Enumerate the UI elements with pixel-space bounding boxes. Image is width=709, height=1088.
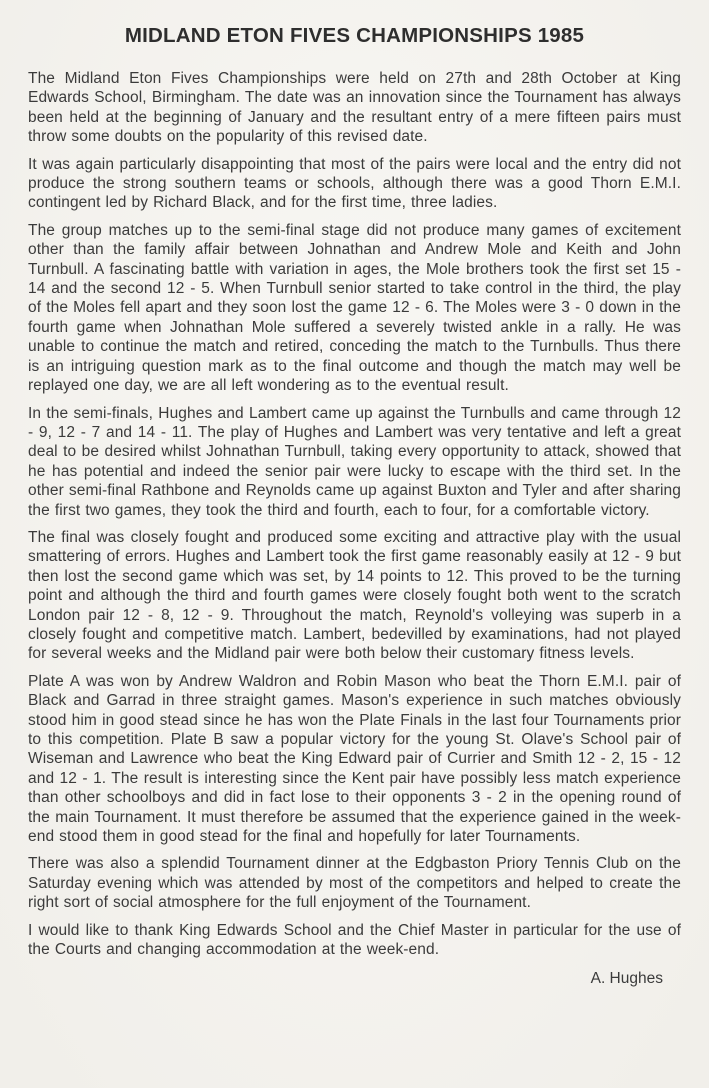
paragraph-final: The final was closely fought and produced some exciting and attractive play with the usual smattering of errors. Hughes and Lambert took the first game reasonably easily at 12 - 9 but then lost the second game which was set, by 14 points to 12. This proved to be the turning point and although the third and fourth games were closely fought both went to the scratch London pair 12 - 8, 12 - 9. Throughout the match, Reynold's volleying was superb in a closely fought and competitive match. Lambert, bedevilled by examinations, had not played for several weeks and the Midland pair were both below their customary fitness levels. (28, 528, 681, 663)
page-title: MIDLAND ETON FIVES CHAMPIONSHIPS 1985 (124, 24, 585, 47)
paragraph-semi-finals: In the semi-finals, Hughes and Lambert came up against the Turnbulls and came through 12 - 9, 12 - 7 and 14 - 11. The play of Hughes and Lambert was very tentative and left a great deal to be desired whilst Johnathan Turnbull, taking every opportunity to attack, showed that he has potential and indeed the senior pair were lucky to escape with the third set. In the other semi-final Rathbone and Reynolds came up against Buxton and Tyler and after sharing the first two games, they took the third and fourth, each to four, for a comfortable victory. (28, 404, 681, 519)
signature: A. Hughes (590, 970, 663, 988)
document-body (28, 69, 681, 959)
paragraph-group-matches: The group matches up to the semi-final stage did not produce many games of excitement other than the family affair between Johnathan and Andrew Mole and Keith and John Turnbull. A fascinating battle with variation in ages, the Mole brothers took the first set 15 - 14 and the second 12 - 5. When Turnbull senior started to take control in the third, the play of the Moles fell apart and they soon lost the game 12 - 6. The Moles were 3 - 0 down in the fourth game when Johnathan Mole suffered a severely twisted ankle in a rally. He was unable to continue the match and retired, conceding the match to the Turnbulls. Thus there is an intriguing question mark as to the final outcome and though the match may well be replayed one day, we are all left wondering as to the eventual result. (28, 221, 681, 395)
paragraph-intro: The Midland Eton Fives Championships were held on 27th and 28th October at King Edwards School, Birmingham. The date was an innovation since the Tournament has always been held at the beginning of January and the resultant entry of a mere fifteen pairs must throw some doubts on the popularity of this revised date. (28, 70, 681, 146)
paragraph-plates: Plate A was won by Andrew Waldron and Robin Mason who beat the Thorn E.M.I. pair of Black and Garrad in three straight games. Mason's experience in such matches obviously stood him in good stead since he has won the Plate Finals in the last four Tournaments prior to this competition. Plate B saw a popular victory for the young St. Olave's School pair of Wiseman and Lawrence who beat the King Edward pair of Currier and Smith 12 - 2, 15 - 12 and 12 - 1. The result is interesting since the Kent pair have possibly less match experience than other schoolboys and did in fact lose to their opponents 3 - 2 in the opening round of the main Tournament. It must therefore be assumed that the experience gained in the week-end stood them in good stead for the final and hopefully for later Tournaments. (28, 672, 681, 846)
paragraph-entry: It was again particularly disappointing that most of the pairs were local and the entry did not produce the strong southern teams or schools, although there was a good Thorn E.M.I. contingent led by Richard Black, and for the first time, three ladies. (28, 155, 681, 212)
paragraph-dinner: There was also a splendid Tournament dinner at the Edgbaston Priory Tennis Club on the Saturday evening which was attended by most of the competitors and helped to create the right sort of social atmosphere for the full enjoyment of the Tournament. (28, 855, 681, 912)
paragraph-thanks: I would like to thank King Edwards School and the Chief Master in particular for the use of the Courts and changing accommodation at the week-end. (28, 921, 681, 959)
